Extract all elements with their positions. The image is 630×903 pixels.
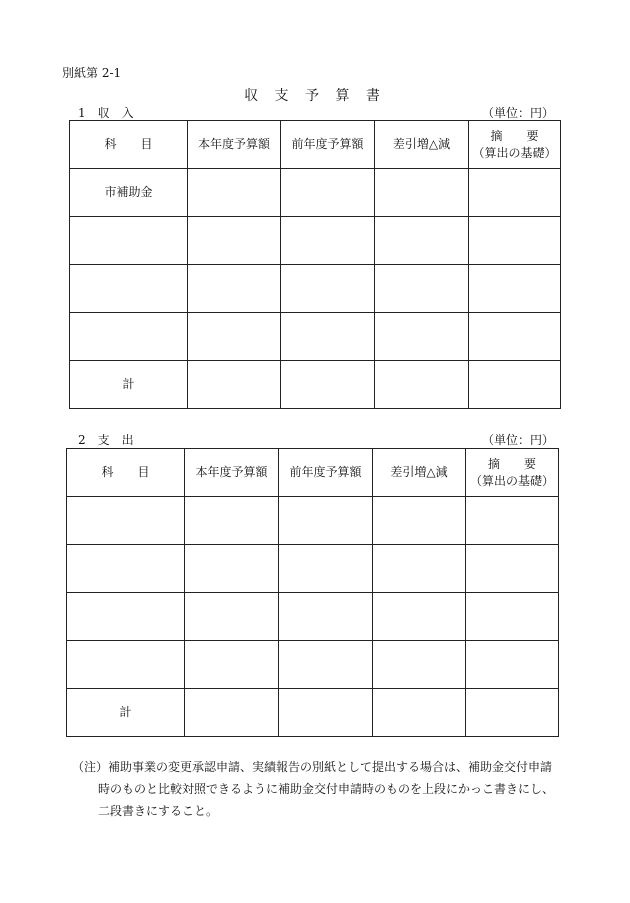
income-row-item[interactable]	[70, 313, 188, 361]
expense-header-previous: 前年度予算額	[279, 449, 373, 497]
expense-row	[67, 593, 559, 641]
income-row-summary[interactable]	[469, 169, 561, 217]
income-total-difference[interactable]	[375, 361, 469, 409]
expense-row-current[interactable]	[185, 593, 279, 641]
income-row-previous[interactable]	[281, 217, 375, 265]
income-total-row	[70, 361, 561, 409]
income-unit-label: （単位：円）	[482, 106, 555, 120]
income-row-difference[interactable]	[375, 217, 469, 265]
expense-row-item[interactable]	[67, 641, 185, 689]
expense-header-current: 本年度予算額	[185, 449, 279, 497]
income-header-difference: 差引増△減	[375, 121, 469, 169]
income-row	[70, 169, 561, 217]
expense-row-current[interactable]	[185, 545, 279, 593]
income-row	[70, 265, 561, 313]
expense-row-summary[interactable]	[466, 497, 559, 545]
expense-row-difference[interactable]	[373, 545, 466, 593]
expense-header-item: 科 目	[67, 449, 185, 497]
expense-table	[66, 448, 559, 737]
income-row-previous[interactable]	[281, 265, 375, 313]
expense-row-current[interactable]	[185, 497, 279, 545]
income-row-current[interactable]	[188, 169, 281, 217]
expense-row	[67, 641, 559, 689]
income-row-item[interactable]: 市補助金	[70, 169, 188, 217]
expense-total-difference[interactable]	[373, 689, 466, 737]
footnote-line-3: 二段書きにすること。	[98, 804, 219, 818]
expense-row	[67, 545, 559, 593]
income-header-summary	[469, 121, 561, 169]
expense-header-difference: 差引増△減	[373, 449, 466, 497]
income-total-summary[interactable]	[469, 361, 561, 409]
income-row-summary[interactable]	[469, 265, 561, 313]
expense-total-summary[interactable]	[466, 689, 559, 737]
income-row-previous[interactable]	[281, 169, 375, 217]
expense-row-difference[interactable]	[373, 593, 466, 641]
income-row-current[interactable]	[188, 217, 281, 265]
income-row-difference[interactable]	[375, 169, 469, 217]
expense-header-summary-line1: 摘 要	[487, 456, 536, 471]
income-row-summary[interactable]	[469, 217, 561, 265]
income-total-previous[interactable]	[281, 361, 375, 409]
expense-header-summary-line2: （算出の基礎）	[469, 473, 554, 488]
income-row-difference[interactable]	[375, 313, 469, 361]
expense-total-row	[67, 689, 559, 737]
expense-row-item[interactable]	[67, 545, 185, 593]
expense-row-summary[interactable]	[466, 593, 559, 641]
income-header-previous: 前年度予算額	[281, 121, 375, 169]
expense-row-item[interactable]	[67, 593, 185, 641]
income-row-difference[interactable]	[375, 265, 469, 313]
income-header-summary-line1: 摘 要	[490, 128, 539, 143]
income-row	[70, 313, 561, 361]
income-header-row	[70, 121, 561, 169]
expense-total-label: 計	[67, 689, 185, 737]
footnote-line-2: 時のものと比較対照できるように補助金交付申請時のものを上段にかっこ書きにし、	[98, 782, 555, 796]
income-table	[69, 120, 561, 409]
expense-unit-label: （単位：円）	[482, 433, 555, 447]
income-row-current[interactable]	[188, 313, 281, 361]
expense-row-previous[interactable]	[279, 545, 373, 593]
expense-row-previous[interactable]	[279, 641, 373, 689]
income-header-summary-line2: （算出の基礎）	[472, 145, 557, 160]
income-row-item[interactable]	[70, 217, 188, 265]
footnote	[72, 756, 582, 822]
income-row	[70, 217, 561, 265]
income-total-label: 計	[70, 361, 188, 409]
page-title: 収 支 予 算 書	[244, 88, 386, 104]
expense-total-current[interactable]	[185, 689, 279, 737]
document-id: 別紙第 2-1	[62, 66, 122, 80]
income-row-current[interactable]	[188, 265, 281, 313]
income-total-current[interactable]	[188, 361, 281, 409]
expense-row-difference[interactable]	[373, 497, 466, 545]
expense-heading: 2 支 出	[78, 433, 134, 447]
expense-row-summary[interactable]	[466, 641, 559, 689]
expense-row-previous[interactable]	[279, 497, 373, 545]
expense-row-summary[interactable]	[466, 545, 559, 593]
expense-row-previous[interactable]	[279, 593, 373, 641]
expense-header-summary	[466, 449, 559, 497]
expense-header-row	[67, 449, 559, 497]
expense-row-item[interactable]	[67, 497, 185, 545]
income-row-summary[interactable]	[469, 313, 561, 361]
income-heading: 1 収 入	[78, 106, 134, 120]
income-header-item: 科 目	[70, 121, 188, 169]
income-header-current: 本年度予算額	[188, 121, 281, 169]
expense-row	[67, 497, 559, 545]
expense-row-difference[interactable]	[373, 641, 466, 689]
income-row-item[interactable]	[70, 265, 188, 313]
expense-row-current[interactable]	[185, 641, 279, 689]
income-row-previous[interactable]	[281, 313, 375, 361]
footnote-line-1: （注）補助事業の変更承認申請、実績報告の別紙として提出する場合は、補助金交付申請	[72, 760, 553, 774]
expense-total-previous[interactable]	[279, 689, 373, 737]
